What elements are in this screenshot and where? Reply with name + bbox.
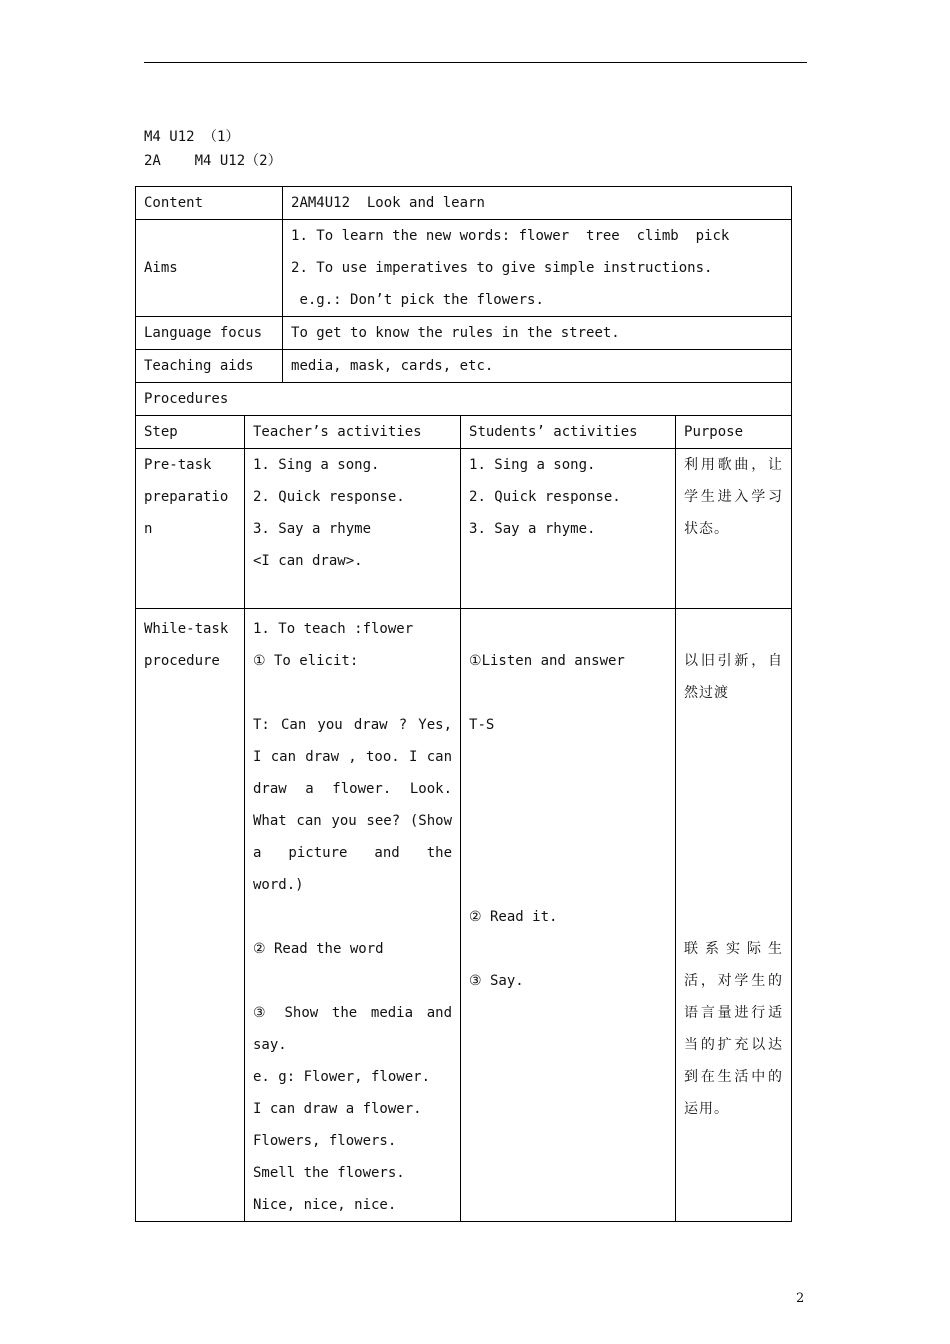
spacer: [684, 613, 783, 645]
purpose-item-1: 以旧引新，自然过渡: [684, 653, 784, 701]
teacher-item-6: e. g: Flower, flower.: [253, 1069, 431, 1085]
while-task-step-line-2: procedure: [144, 653, 220, 669]
page-number: 2: [796, 1291, 805, 1306]
spacer: [684, 901, 783, 933]
pre-task-teacher-line-4: <I can draw>.: [253, 553, 363, 569]
row-teaching-aids: [136, 350, 792, 383]
students-item-4: ③ Say.: [469, 973, 524, 989]
aims-line-2: 2. To use imperatives to give simple instructions.: [291, 260, 713, 276]
header-line-2: 2A M4 U12（2）: [144, 153, 282, 169]
procedures-label: Procedures: [136, 383, 792, 416]
spacer: [469, 837, 667, 869]
pre-task-step: [136, 449, 245, 609]
spacer: [469, 613, 667, 645]
spacer: [469, 677, 667, 709]
teacher-item-3: T: Can you draw ? Yes, I can draw , too. I can draw a flower. Look. What can you see? (Show a picture and the word.): [253, 717, 453, 893]
pre-task-step-line-2: preparatio: [144, 489, 229, 505]
spacer: [684, 709, 783, 741]
students-item-3: ② Read it.: [469, 909, 558, 925]
header-line-1: M4 U12 （1）: [144, 129, 240, 145]
row-language-focus: [136, 317, 792, 350]
language-focus-label: Language focus: [136, 317, 283, 350]
pre-task-step-line-3: n: [144, 521, 153, 537]
row-content: [136, 187, 792, 220]
teacher-item-8: Flowers, flowers.: [253, 1133, 397, 1149]
spacer: [469, 805, 667, 837]
pre-task-teacher-line-3: 3. Say a rhyme: [253, 521, 372, 537]
spacer: [469, 773, 667, 805]
students-item-1: ①Listen and answer: [469, 653, 625, 669]
spacer: [684, 869, 783, 901]
while-task-step: [136, 609, 245, 1222]
aims-label: Aims: [136, 220, 283, 317]
pre-task-purpose: 利用歌曲，让学生进入学习状态。: [676, 449, 792, 609]
pre-task-teacher-line-2: 2. Quick response.: [253, 489, 405, 505]
teacher-item-10: Nice, nice, nice.: [253, 1197, 397, 1213]
content-label: Content: [136, 187, 283, 220]
col-header-students: Students’ activities: [461, 416, 676, 449]
pre-task-students-line-1: 1. Sing a song.: [469, 457, 596, 473]
spacer: [253, 965, 452, 997]
header-rule: [144, 62, 807, 63]
col-header-step: Step: [136, 416, 245, 449]
row-pre-task: [136, 449, 792, 609]
spacer: [684, 773, 783, 805]
row-column-headers: [136, 416, 792, 449]
lesson-plan-table: [135, 186, 792, 1222]
row-procedures: [136, 383, 792, 416]
teacher-item-7: I can draw a flower.: [253, 1101, 422, 1117]
teacher-item-5: ③ Show the media and say.: [253, 1005, 453, 1053]
aims-line-1: 1. To learn the new words: flower tree climb pick: [291, 228, 730, 244]
language-focus-value: To get to know the rules in the street.: [283, 317, 792, 350]
spacer: [253, 677, 452, 709]
teacher-item-2: ① To elicit:: [253, 653, 359, 669]
while-task-students: [461, 609, 676, 1222]
teacher-item-9: Smell the flowers.: [253, 1165, 405, 1181]
teaching-aids-value: media, mask, cards, etc.: [283, 350, 792, 383]
spacer: [469, 933, 667, 965]
content-value: 2AM4U12 Look and learn: [283, 187, 792, 220]
aims-line-3: e.g.: Don’t pick the flowers.: [291, 292, 544, 308]
while-task-step-line-1: While-task: [144, 621, 229, 637]
col-header-teacher: Teacher’s activities: [245, 416, 461, 449]
while-task-teacher: [245, 609, 461, 1222]
purpose-item-2: 联系实际生活，对学生的语言量进行适当的扩充以达到在生活中的运用。: [684, 941, 784, 1117]
teaching-aids-label: Teaching aids: [136, 350, 283, 383]
col-header-purpose: Purpose: [676, 416, 792, 449]
pre-task-students-line-2: 2. Quick response.: [469, 489, 621, 505]
students-item-2: T-S: [469, 717, 495, 733]
spacer: [684, 837, 783, 869]
aims-cell: [283, 220, 792, 317]
while-task-purpose: [676, 609, 792, 1222]
row-aims: [136, 220, 792, 317]
pre-task-students: [461, 449, 676, 609]
spacer: [253, 901, 452, 933]
spacer: [684, 805, 783, 837]
spacer: [684, 741, 783, 773]
pre-task-teacher-line-1: 1. Sing a song.: [253, 457, 380, 473]
teacher-item-4: ② Read the word: [253, 941, 384, 957]
spacer: [469, 741, 667, 773]
teacher-item-1: 1. To teach :flower: [253, 621, 414, 637]
pre-task-students-line-3: 3. Say a rhyme.: [469, 521, 596, 537]
pre-task-step-line-1: Pre-task: [144, 457, 212, 473]
row-while-task: [136, 609, 792, 1222]
spacer: [469, 869, 667, 901]
pre-task-teacher: [245, 449, 461, 609]
